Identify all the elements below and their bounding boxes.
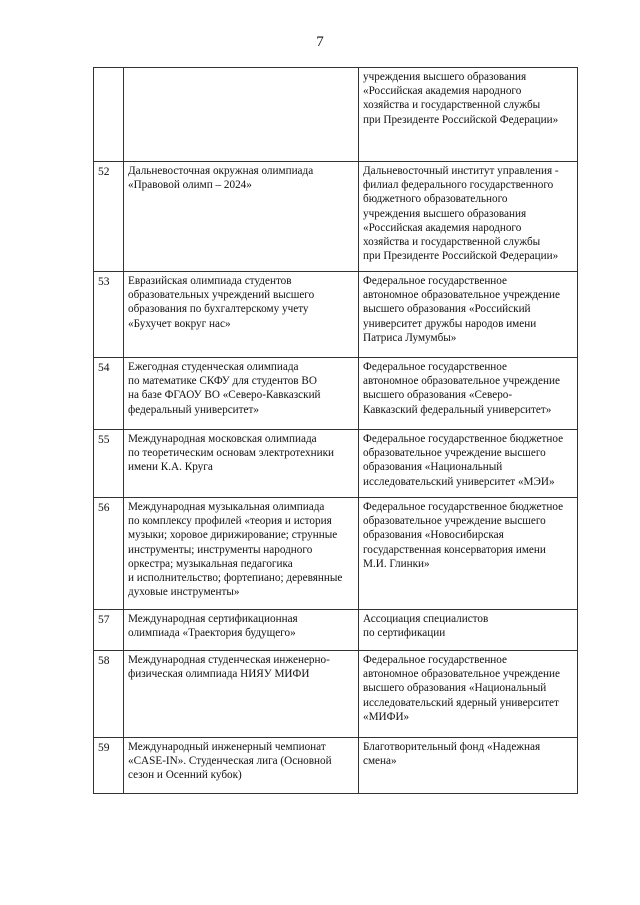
olympiad-table <box>93 67 578 794</box>
olympiad-name-line: Дальневосточная окружная олимпиада <box>128 165 314 177</box>
table-row <box>94 272 578 358</box>
table-row <box>94 738 578 794</box>
olympiad-name-cell <box>124 498 359 610</box>
organizer-cell <box>359 68 578 162</box>
page-number: 7 <box>316 34 324 50</box>
organizer-line: образовательное учреждение высшего <box>363 515 546 528</box>
organizer-line: образования «Национальный <box>363 461 503 474</box>
organizer-line: по сертификации <box>363 627 446 640</box>
olympiad-name-line: инструменты; инструменты народного <box>128 543 313 556</box>
olympiad-name-line: образования по бухгалтерскому учету <box>128 303 309 316</box>
olympiad-name-line: имени К.А. Круга <box>128 461 213 474</box>
organizer-line: образования «Новосибирская <box>363 529 504 542</box>
olympiad-name-line: и исполнительство; фортепиано; деревянные <box>128 572 343 585</box>
olympiad-name-line: музыки; хоровое дирижирование; струнные <box>128 529 338 542</box>
olympiad-name-cell <box>124 272 359 358</box>
olympiad-name-cell <box>124 162 359 272</box>
olympiad-name-line: Международная студенческая инженерно- <box>128 654 330 666</box>
olympiad-name-cell <box>124 651 359 738</box>
organizer-line: Патриса Лумумбы» <box>363 331 457 344</box>
organizer-line: М.И. Глинки» <box>363 557 430 570</box>
olympiad-name-line: оркестра; музыкальная педагогика <box>128 557 293 570</box>
organizer-line: образовательное учреждение высшего <box>363 447 546 460</box>
organizer-line: при Президенте Российской Федерации» <box>363 113 559 126</box>
olympiad-name-line: физическая олимпиада НИЯУ МИФИ <box>128 668 310 681</box>
table-row <box>94 358 578 430</box>
olympiad-name-line: духовые инструменты» <box>128 586 240 599</box>
row-number-cell <box>94 68 124 162</box>
organizer-line: Федеральное государственное <box>363 275 507 287</box>
row-number-cell: 57 <box>94 610 124 651</box>
organizer-line: исследовательский ядерный университет <box>363 696 559 709</box>
organizer-line: «Российская академия народного <box>363 221 522 234</box>
organizer-line: Федеральное государственное <box>363 361 507 373</box>
organizer-line: высшего образования «Российский <box>363 303 531 316</box>
olympiad-name-line: Международная музыкальная олимпиада <box>128 501 325 513</box>
organizer-line: автономное образовательное учреждение <box>363 375 560 388</box>
organizer-line: государственная консерватория имени <box>363 543 546 556</box>
organizer-line: высшего образования «Национальный <box>363 682 547 695</box>
olympiad-name-line: образовательных учреждений высшего <box>128 289 315 302</box>
olympiad-name-cell <box>124 738 359 794</box>
table-row <box>94 610 578 651</box>
row-number-cell: 59 <box>94 738 124 794</box>
organizer-cell <box>359 610 578 651</box>
row-number-cell: 52 <box>94 162 124 272</box>
table-row <box>94 430 578 498</box>
organizer-line: учреждения высшего образования <box>363 207 527 220</box>
olympiad-name-cell <box>124 430 359 498</box>
organizer-line: Федеральное государственное <box>363 654 507 666</box>
row-number-cell: 55 <box>94 430 124 498</box>
organizer-cell <box>359 498 578 610</box>
organizer-line: учреждения высшего образования <box>363 71 527 83</box>
organizer-line: «Российская академия народного <box>363 85 522 98</box>
olympiad-name-line: «Бухучет вокруг нас» <box>128 317 231 330</box>
table-row <box>94 498 578 610</box>
organizer-line: Дальневосточный институт управления - <box>363 165 559 177</box>
row-number-cell: 56 <box>94 498 124 610</box>
olympiad-name-line: олимпиада «Траектория будущего» <box>128 627 296 640</box>
organizer-cell <box>359 651 578 738</box>
organizer-cell <box>359 430 578 498</box>
row-number-cell: 58 <box>94 651 124 738</box>
organizer-line: «МИФИ» <box>363 710 410 723</box>
olympiad-name-line: «Правовой олимп – 2024» <box>128 179 252 192</box>
organizer-cell <box>359 272 578 358</box>
organizer-line: Федеральное государственное бюджетное <box>363 501 564 513</box>
organizer-line: смена» <box>363 755 397 768</box>
organizer-cell <box>359 162 578 272</box>
olympiad-name-line: на базе ФГАОУ ВО «Северо-Кавказский <box>128 389 321 402</box>
olympiad-name-line: Евразийская олимпиада студентов <box>128 275 292 287</box>
olympiad-name-line: по комплексу профилей «теория и история <box>128 515 332 528</box>
olympiad-name-line: сезон и Осенний кубок) <box>128 769 242 782</box>
olympiad-name-line: «CASE-IN». Студенческая лига (Основной <box>128 755 332 768</box>
olympiad-name-cell <box>124 68 359 162</box>
organizer-line: автономное образовательное учреждение <box>363 289 560 302</box>
organizer-line: при Президенте Российской Федерации» <box>363 250 559 263</box>
organizer-cell <box>359 358 578 430</box>
olympiad-name-line: федеральный университет» <box>128 403 259 416</box>
organizer-line: автономное образовательное учреждение <box>363 668 560 681</box>
table-row <box>94 162 578 272</box>
olympiad-name-line: по теоретическим основам электротехники <box>128 447 334 460</box>
organizer-line: Федеральное государственное бюджетное <box>363 433 564 445</box>
olympiad-name-line: Международный инженерный чемпионат <box>128 741 326 753</box>
organizer-line: Ассоциация специалистов <box>363 613 489 625</box>
organizer-line: университет дружбы народов имени <box>363 317 537 330</box>
olympiad-name-line: Ежегодная студенческая олимпиада <box>128 361 299 373</box>
row-number-cell: 54 <box>94 358 124 430</box>
organizer-line: хозяйства и государственной службы <box>363 99 541 112</box>
olympiad-name-line: Международная сертификационная <box>128 613 298 625</box>
organizer-line: бюджетного образовательного <box>363 193 508 206</box>
olympiad-name-line: по математике СКФУ для студентов ВО <box>128 375 317 388</box>
table-row <box>94 651 578 738</box>
organizer-line: высшего образования «Северо- <box>363 389 513 402</box>
organizer-line: Кавказский федеральный университет» <box>363 403 552 416</box>
organizer-line: филиал федерального государственного <box>363 179 554 192</box>
organizer-line: исследовательский университет «МЭИ» <box>363 475 555 488</box>
table-row <box>94 68 578 162</box>
organizer-line: хозяйства и государственной службы <box>363 236 541 249</box>
organizer-cell <box>359 738 578 794</box>
olympiad-name-cell <box>124 610 359 651</box>
olympiad-name-cell <box>124 358 359 430</box>
organizer-line: Благотворительный фонд «Надежная <box>363 741 541 753</box>
olympiad-name-line: Международная московская олимпиада <box>128 433 317 445</box>
row-number-cell: 53 <box>94 272 124 358</box>
